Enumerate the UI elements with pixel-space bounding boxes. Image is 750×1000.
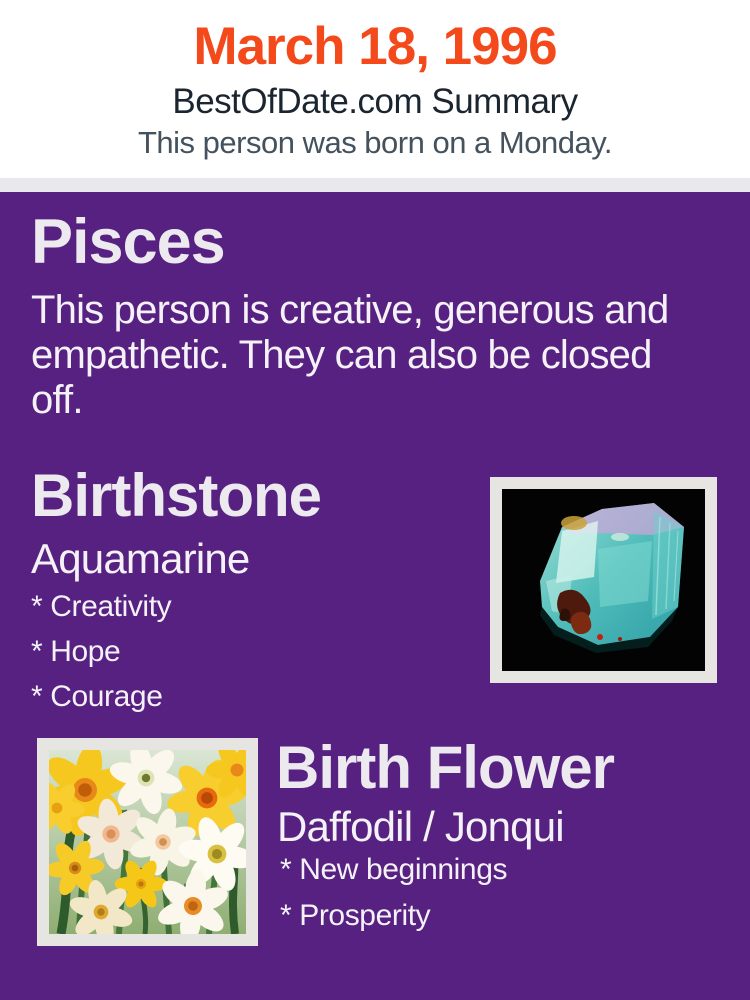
born-day-line: This person was born on a Monday. (137, 125, 613, 160)
birth-flower-image (37, 738, 258, 946)
birth-flower-name: Daffodil / Jonqui (277, 803, 564, 850)
birth-flower-trait: * Prosperity (280, 899, 431, 932)
aquamarine-stone-illustration (502, 489, 705, 671)
main-panel (0, 192, 750, 1000)
header-divider (0, 178, 750, 192)
zodiac-sign-title: Pisces (31, 207, 225, 277)
birthstone-trait: * Courage (31, 680, 163, 713)
page-title: March 18, 1996 (193, 17, 557, 76)
birthstone-image (490, 477, 717, 683)
site-summary: BestOfDate.com Summary (172, 82, 578, 121)
birth-flower-section-title: Birth Flower (276, 734, 615, 801)
birthstone-trait: * Hope (31, 635, 121, 668)
birth-flower-trait-list (280, 847, 507, 939)
birthstone-trait-list (31, 584, 171, 719)
birthstone-trait: * Creativity (31, 590, 172, 623)
birthstone-section-title: Birthstone (31, 462, 321, 529)
daffodil-flowers-illustration (49, 750, 246, 934)
birthstone-name: Aquamarine (31, 535, 250, 582)
header (0, 0, 750, 178)
zodiac-description: This person is creative, generous and empathetic. They can also be closed off. (31, 288, 669, 422)
birth-flower-trait: * New beginnings (280, 853, 508, 886)
